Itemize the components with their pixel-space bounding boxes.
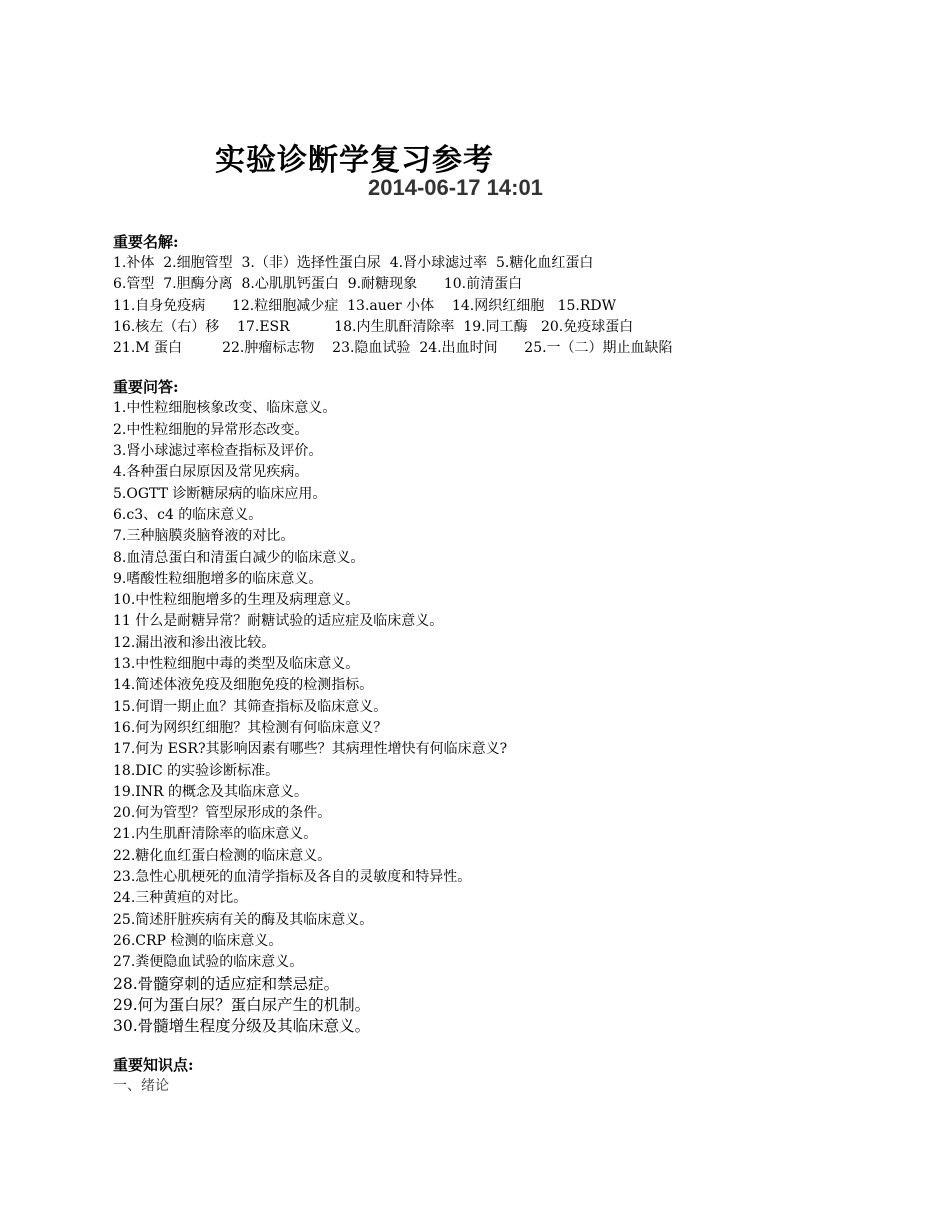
question-item: 8.血清总蛋白和清蛋白减少的临床意义。	[113, 549, 365, 566]
question-item: 2.中性粒细胞的异常形态改变。	[113, 421, 309, 438]
question-item: 22.糖化血红蛋白检测的临床意义。	[113, 847, 332, 864]
knowledge-heading: 重要知识点:	[113, 1056, 194, 1075]
question-item: 5.OGTT 诊断糖尿病的临床应用。	[113, 485, 327, 502]
knowledge-first-item: 一、绪论	[113, 1078, 169, 1095]
question-item: 19.INR 的概念及其临床意义。	[113, 783, 309, 800]
question-item: 26.CRP 检测的临床意义。	[113, 932, 283, 949]
question-item: 9.嗜酸性粒细胞增多的临床意义。	[113, 570, 323, 587]
terms-line: 16.核左（右）移 17.ESR 18.内生肌酐清除率 19.同工酶 20.免疫球蛋白	[113, 318, 634, 335]
question-item: 16.何为网织红细胞？其检测有何临床意义？	[113, 719, 388, 736]
question-item: 15.何谓一期止血？其筛查指标及临床意义。	[113, 698, 388, 715]
question-item: 17.何为 ESR?其影响因素有哪些？其病理性增快有何临床意义?	[113, 741, 508, 758]
terms-line: 6.管型 7.胆酶分离 8.心肌肌钙蛋白 9.耐糖现象 10.前清蛋白	[113, 276, 523, 293]
question-item: 21.内生肌酐清除率的临床意义。	[113, 826, 318, 843]
terms-line: 1.补体 2.细胞管型 3.（非）选择性蛋白尿 4.肾小球滤过率 5.糖化血红蛋白	[113, 255, 594, 271]
question-item: 23.急性心肌梗死的血清学指标及各自的灵敏度和特异性。	[113, 869, 472, 886]
question-item: 25.简述肝脏疾病有关的酶及其临床意义。	[113, 911, 374, 928]
question-item: 14.简述体液免疫及细胞免疫的检测指标。	[113, 677, 374, 694]
terms-line: 21.M 蛋白 22.肿瘤标志物 23.隐血试验 24.出血时间 25.一（二）期止血缺陷	[113, 340, 673, 357]
question-item: 11 什么是耐糖异常？耐糖试验的适应症及临床意义。	[113, 613, 444, 630]
question-item: 18.DIC 的实验诊断标准。	[113, 762, 280, 779]
question-item: 1.中性粒细胞核象改变、临床意义。	[113, 400, 337, 417]
question-item: 13.中性粒细胞中毒的类型及临床意义。	[113, 656, 360, 673]
question-item: 3.肾小球滤过率检查指标及评价。	[113, 443, 323, 460]
document-title: 实验诊断学复习参考	[215, 143, 494, 178]
question-item: 6.c3、c4 的临床意义。	[113, 506, 263, 523]
question-item: 10.中性粒细胞增多的生理及病理意义。	[113, 592, 360, 609]
section-spacer	[113, 1037, 913, 1055]
question-item: 28.骨髓穿刺的适应症和禁忌症。	[113, 974, 340, 993]
question-item: 7.三种脑膜炎脑脊液的对比。	[113, 528, 295, 545]
terms-line: 11.自身免疫病 12.粒细胞减少症 13.auer 小体 14.网织红细胞 15.RDW	[113, 297, 617, 314]
question-item: 24.三种黄疸的对比。	[113, 890, 248, 907]
question-item: 12.漏出液和渗出液比较。	[113, 634, 276, 651]
questions-heading: 重要问答:	[113, 378, 179, 397]
section-spacer	[113, 359, 913, 377]
terms-heading: 重要名解:	[113, 233, 179, 251]
question-item: 27.粪便隐血试验的临床意义。	[113, 954, 304, 971]
question-item: 4.各种蛋白尿原因及常见疾病。	[113, 464, 309, 481]
document-date: 2014-06-17 14:01	[368, 175, 543, 200]
question-item: 20.何为管型？管型尿形成的条件。	[113, 805, 332, 822]
question-item: 30.骨髓增生程度分级及其临床意义。	[113, 1017, 371, 1036]
question-item: 29.何为蛋白尿？蛋白尿产生的机制。	[113, 995, 371, 1014]
document-body	[113, 232, 913, 1097]
